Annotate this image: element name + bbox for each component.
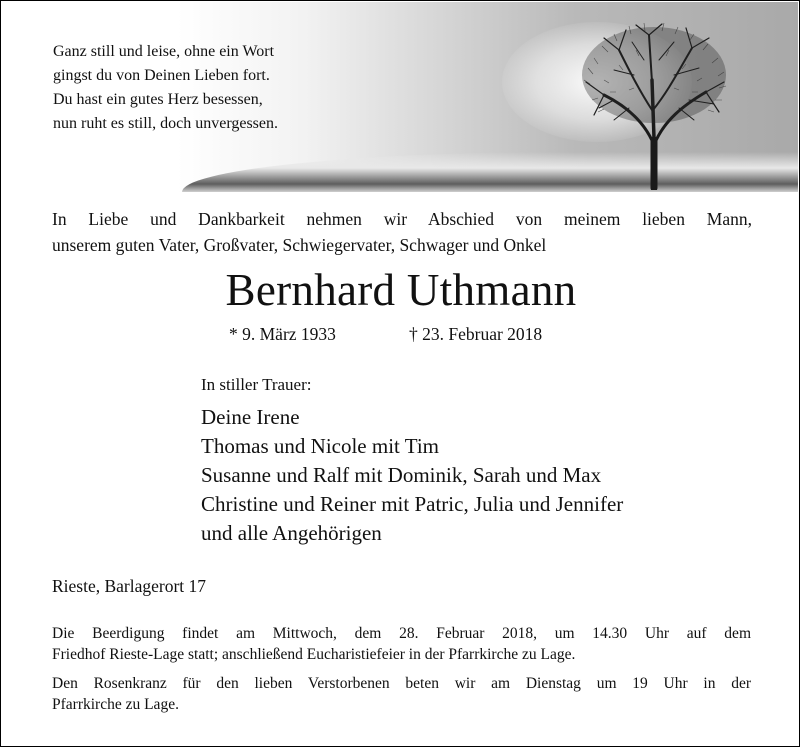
mourning-label: In stiller Trauer:	[201, 375, 312, 394]
intro-text	[52, 206, 752, 258]
rosary-line: Den Rosenkranz für den lieben Verstorbenen beten wir am Dienstag um 19 Uhr in der	[52, 675, 751, 692]
mourner-name: Christine und Reiner mit Patric, Julia und Jennifer	[201, 492, 624, 516]
funeral-line: Die Beerdigung findet am Mittwoch, dem 28. Februar 2018, um 14.30 Uhr auf dem	[52, 625, 751, 642]
mourner-name: und alle Angehörigen	[201, 521, 382, 545]
mourner-name: Deine Irene	[201, 405, 300, 429]
deceased-name: Bernhard Uthmann	[225, 265, 577, 315]
poem-line: Ganz still und leise, ohne ein Wort	[53, 43, 275, 60]
mourner-name: Thomas und Nicole mit Tim	[201, 434, 440, 458]
banner-image	[2, 2, 798, 192]
birth-date: * 9. März 1933	[229, 324, 336, 344]
death-date: † 23. Februar 2018	[409, 324, 543, 344]
mourner-name: Susanne und Ralf mit Dominik, Sarah und Max	[201, 463, 602, 487]
rosary-info	[52, 673, 751, 715]
poem-line: Du hast ein gutes Herz besessen,	[53, 91, 263, 108]
address: Rieste, Barlagerort 17	[52, 576, 207, 596]
mourners-list	[201, 403, 623, 548]
poem-line: nun ruht es still, doch unvergessen.	[53, 115, 279, 132]
funeral-line: Friedhof Rieste-Lage statt; anschließend Eucharistiefeier in der Pfarrkirche zu Lage.	[52, 646, 576, 663]
intro-line: In Liebe und Dankbarkeit nehmen wir Abschied von meinem lieben Mann,	[52, 209, 752, 229]
tree-icon	[574, 20, 734, 190]
poem-line: gingst du von Deinen Lieben fort.	[53, 67, 270, 84]
funeral-info	[52, 623, 751, 665]
intro-line: unserem guten Vater, Großvater, Schwiegervater, Schwager und Onkel	[52, 235, 547, 255]
poem	[53, 40, 278, 136]
rosary-line: Pfarrkirche zu Lage.	[52, 696, 179, 713]
